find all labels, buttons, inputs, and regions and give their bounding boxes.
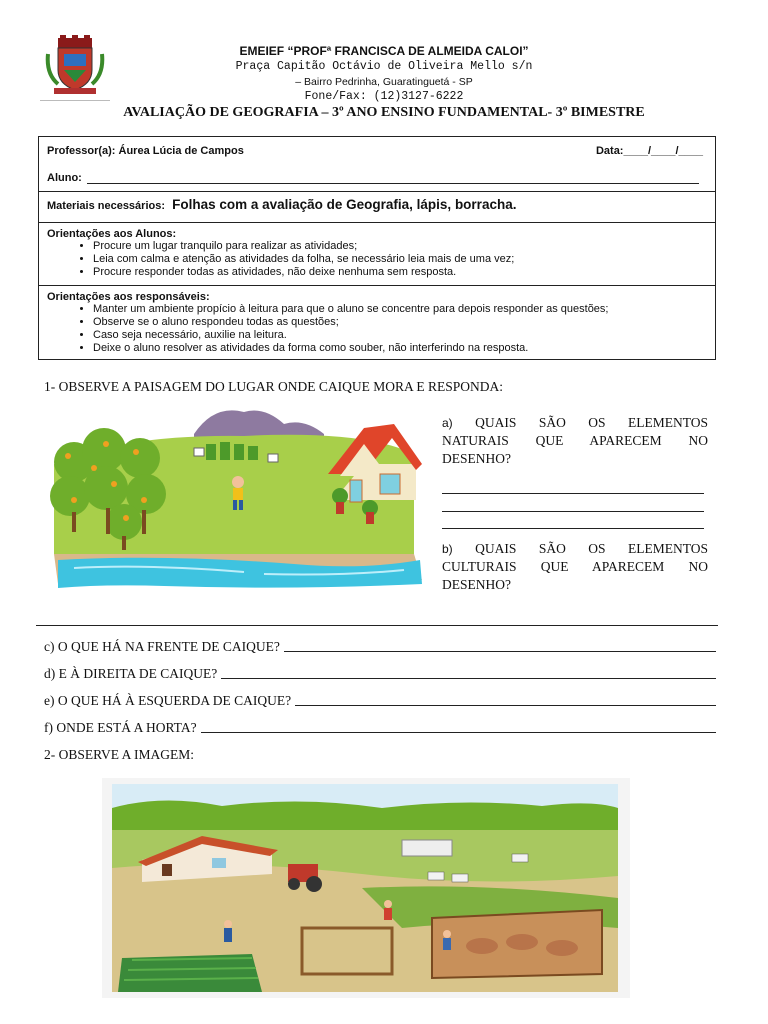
answer-1d-line[interactable] bbox=[221, 666, 716, 679]
question-1-title: 1- OBSERVE A PAISAGEM DO LUGAR ONDE CAIQUE MORA E RESPONDA: bbox=[44, 379, 503, 394]
teacher-label: Professor(a): Áurea Lúcia de Campos bbox=[47, 145, 244, 157]
date-field[interactable]: Data:____/____/____ bbox=[595, 145, 703, 157]
list-item: • Procure um lugar tranquilo para realizar as atividades; bbox=[93, 240, 707, 253]
answer-1c-line[interactable] bbox=[284, 639, 716, 652]
question-2-title: 2- OBSERVE A IMAGEM: bbox=[44, 747, 195, 762]
materials-value: Folhas com a avaliação de Geografia, lápis, borracha. bbox=[172, 197, 517, 212]
parents-guidance-title: Orientações aos responsáveis: bbox=[47, 291, 210, 303]
question-1b-letter: b) bbox=[442, 542, 453, 556]
question-1e-row bbox=[44, 693, 716, 709]
question-1b bbox=[442, 540, 708, 594]
answer-1e-line[interactable] bbox=[295, 693, 716, 706]
students-guidance-list bbox=[47, 240, 707, 279]
question-1d: d) E À DIREITA DE CAIQUE? bbox=[44, 666, 218, 681]
list-item: • Caso seja necessário, auxilie na leitura. bbox=[93, 329, 707, 342]
answer-1b-line[interactable] bbox=[36, 613, 718, 626]
answer-1a-line-2[interactable] bbox=[442, 499, 704, 512]
question-1a-text: QUAIS SÃO OS ELEMENTOS NATURAIS QUE APARECEM NO DESENHO? bbox=[442, 415, 708, 466]
question-1a-letter: a) bbox=[442, 416, 453, 430]
school-name: EMEIEF “PROFª FRANCISCA DE ALMEIDA CALOI” bbox=[239, 44, 529, 58]
question-1d-row bbox=[44, 666, 716, 682]
school-phone: Fone/Fax: (12)3127-6222 bbox=[304, 90, 464, 103]
list-item: • Deixe o aluno resolver as atividades da forma como souber, não interferindo na resposta. bbox=[93, 342, 707, 355]
materials-label: Materiais necessários: bbox=[47, 200, 166, 212]
list-item: • Procure responder todas as atividades, não deixe nenhuma sem resposta. bbox=[93, 266, 707, 279]
answer-1f-line[interactable] bbox=[201, 720, 716, 733]
list-item: • Observe se o aluno respondeu todas as questões; bbox=[93, 316, 707, 329]
question-1a bbox=[442, 414, 708, 468]
school-neighborhood: – Bairro Pedrinha, Guaratinguetá - SP bbox=[295, 76, 473, 88]
farm-illustration bbox=[102, 778, 630, 998]
answer-1a-line-3[interactable] bbox=[442, 516, 704, 529]
question-1e: e) O QUE HÁ À ESQUERDA DE CAIQUE? bbox=[44, 693, 292, 708]
student-name-field[interactable] bbox=[87, 171, 699, 184]
info-table bbox=[38, 136, 716, 360]
student-label: Aluno: bbox=[47, 172, 82, 184]
question-1f: f) ONDE ESTÁ A HORTA? bbox=[44, 720, 197, 735]
landscape-illustration bbox=[44, 404, 432, 600]
page-title: AVALIAÇÃO DE GEOGRAFIA – 3º ANO ENSINO FUNDAMENTAL- 3º BIMESTRE bbox=[123, 105, 645, 120]
answer-1a-line-1[interactable] bbox=[442, 481, 704, 494]
school-address: Praça Capitão Octávio de Oliveira Mello s/n bbox=[235, 60, 533, 73]
students-guidance-title: Orientações aos Alunos: bbox=[47, 228, 177, 240]
parents-guidance-list bbox=[47, 303, 707, 355]
question-1c-row bbox=[44, 639, 716, 655]
question-1c: c) O QUE HÁ NA FRENTE DE CAIQUE? bbox=[44, 639, 280, 654]
list-item: • Leia com calma e atenção as atividades da folha, se necessário leia mais de uma vez; bbox=[93, 253, 707, 266]
list-item: • Manter um ambiente propício à leitura para que o aluno se concentre para depois responder as questões; bbox=[93, 303, 707, 316]
question-1f-row bbox=[44, 720, 716, 736]
question-1b-text: QUAIS SÃO OS ELEMENTOS CULTURAIS QUE APARECEM NO DESENHO? bbox=[442, 541, 708, 592]
